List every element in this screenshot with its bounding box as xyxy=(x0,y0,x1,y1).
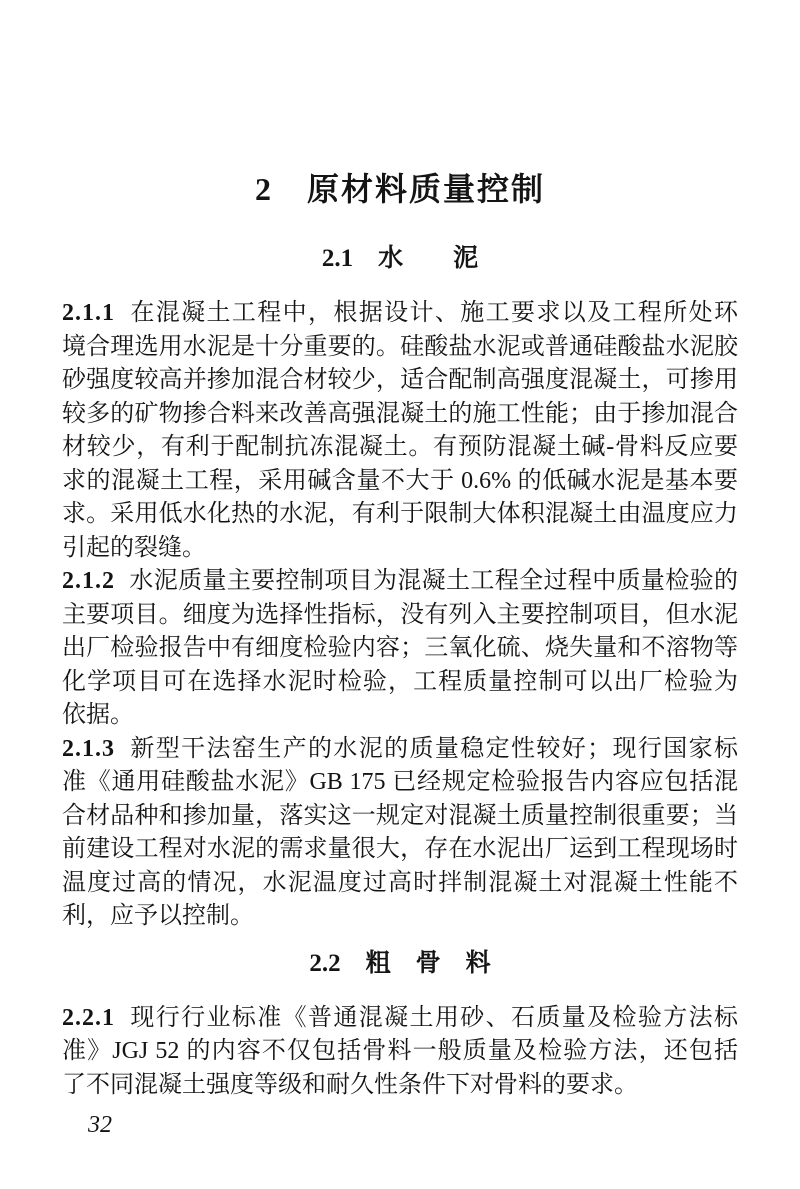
paragraph-line xyxy=(62,297,738,331)
paragraph-line: 依据。 xyxy=(62,702,134,729)
paragraph-line: 求的混凝土工程，采用碱含量不大于 0.6% 的低碱水泥是基本要 xyxy=(62,467,738,494)
clause-number: 2.2.1 xyxy=(62,1004,115,1031)
document-page xyxy=(0,21,800,1140)
paragraph-line: 较多的矿物掺合料来改善高强混凝土的施工性能；由于掺加混合 xyxy=(62,400,738,427)
clause-number: 2.1.3 xyxy=(62,735,115,762)
paragraph-2-1-2 xyxy=(62,565,738,733)
paragraph-line: 准《通用硅酸盐水泥》GB 175 已经规定检验报告内容应包括混 xyxy=(62,769,738,796)
paragraph-line: 前建设工程对水泥的需求量很大，存在水泥出厂运到工程现场时 xyxy=(62,836,738,863)
paragraph-line: 引起的裂缝。 xyxy=(62,534,206,561)
page-number: 32 xyxy=(88,1112,112,1139)
paragraph-2-2-1 xyxy=(62,1002,738,1103)
clause-number: 2.1.2 xyxy=(62,568,115,595)
chapter-title: 2 原材料质量控制 xyxy=(254,171,545,208)
paragraph-2-1-3 xyxy=(62,733,738,934)
clause-number: 2.1.1 xyxy=(62,300,115,327)
paragraph-line: 化学项目可在选择水泥时检验，工程质量控制可以出厂检验为 xyxy=(62,668,738,695)
paragraph-line xyxy=(62,1002,738,1036)
paragraph-line: 主要项目。细度为选择性指标，没有列入主要控制项目，但水泥 xyxy=(62,601,738,628)
paragraph-line xyxy=(62,733,738,767)
paragraph-line: 了不同混凝土强度等级和耐久性条件下对骨料的要求。 xyxy=(62,1071,638,1098)
paragraph-line: 材较少，有利于配制抗冻混凝土。有预防混凝土碱-骨料反应要 xyxy=(62,434,738,461)
paragraph-line: 准》JGJ 52 的内容不仅包括骨料一般质量及检验方法，还包括 xyxy=(62,1038,738,1065)
paragraph-line: 砂强度较高并掺加混合材较少，适合配制高强度混凝土，可掺用 xyxy=(62,367,738,394)
paragraph-line: 利，应予以控制。 xyxy=(62,903,254,930)
paragraph-line: 出厂检验报告中有细度检验内容；三氧化硫、烧失量和不溶物等 xyxy=(62,635,738,662)
section-heading-cement: 2.1 水 泥 xyxy=(321,245,479,273)
paragraph-text: 水泥质量主要控制项目为混凝土工程全过程中质量检验的 xyxy=(129,568,738,595)
paragraph-line: 求。采用低水化热的水泥，有利于限制大体积混凝土由温度应力 xyxy=(62,501,738,528)
paragraph-line: 境合理选用水泥是十分重要的。硅酸盐水泥或普通硅酸盐水泥胶 xyxy=(62,333,738,360)
paragraph-line: 温度过高的情况，水泥温度过高时拌制混凝土对混凝土性能不 xyxy=(62,869,738,896)
section-heading-coarse-aggregate: 2.2 粗 骨 料 xyxy=(309,949,491,977)
paragraph-line xyxy=(62,565,738,599)
paragraph-text: 在混凝土工程中，根据设计、施工要求以及工程所处环 xyxy=(129,300,738,327)
paragraph-text: 新型干法窑生产的水泥的质量稳定性较好；现行国家标 xyxy=(129,735,738,762)
paragraph-2-1-1 xyxy=(62,297,738,565)
paragraph-text: 现行行业标准《普通混凝土用砂、石质量及检验方法标 xyxy=(129,1004,738,1031)
paragraph-line: 合材品种和掺加量，落实这一规定对混凝土质量控制很重要；当 xyxy=(62,802,738,829)
